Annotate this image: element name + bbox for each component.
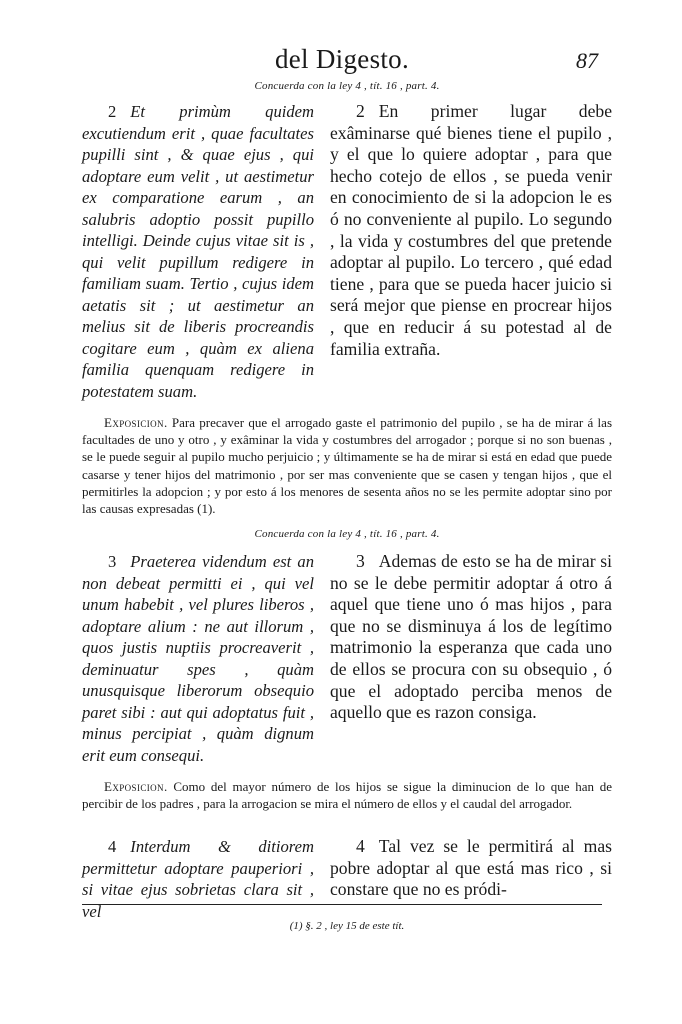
section-number: 4 — [356, 836, 365, 856]
exposicion-label: Exposicion. — [104, 415, 168, 430]
spanish-text — [330, 551, 612, 724]
latin-paragraph: Praeterea videndum est an non debeat permitti ei , qui vel unum habebit , vel plures liberos , adoptare alium : ne aut illorum , quos justis nuptiis procreaverit , deminuatur spes , quàm unusquisque liberorum obsequio paret sibi : aut qui adoptatus fuit , minus percipiat , quàm dignum erit eum consequi. — [82, 552, 314, 765]
exposicion-label: Exposicion. — [104, 779, 168, 794]
section-number: 4 — [108, 837, 117, 856]
footnote-divider — [82, 904, 602, 905]
running-title: del Digesto. — [274, 44, 410, 74]
footnote: (1) §. 2 , ley 15 de este tít. — [289, 920, 405, 932]
exposicion-text: Como del mayor número de los hijos se sigue la diminucion de lo que han de percibir de los padres , para la arrogacion se mira el número de ellos y el caudal del arrogador. — [82, 779, 613, 812]
latin-text — [82, 101, 314, 402]
latin-paragraph: Interdum & ditiorem permittetur adoptare pauperiori , si vitae ejus sobrietas clara sit , vel — [82, 837, 314, 921]
exposicion-text: Para precaver que el arrogado gaste el patrimonio del pupilo , se ha de mirar á las facultades de uno y otro , y exâminar la vida y costumbres del arrogador ; porque si no son buenas , se le puede seguir al pupilo mucho perjuicio ; y últimamente se ha de mirar si está en edad que puede casarse y tener hijos del matrimonio , por ser mas conveniente que se casen y tengan hijos , que el permitirles la adopcion ; y por esto á los menores de sesenta años no se les permite adoptar sino por las causas expresadas (1). — [82, 415, 612, 517]
section-4 — [82, 836, 612, 921]
concordance-note: Concuerda con la ley 4 , tít. 16 , part. 4. — [254, 528, 440, 540]
latin-paragraph: Et primùm quidem excutiendum erit , quae facultates pupilli sint , & quae ejus , qui adoptare eum velit , ut aestimetur ex comparatione earum , an salubris adoptio possit pupillo intelligi. Deinde cujus vitae sit is , qui velit pupillum redigere in familiam suam. Tertio , cujus idem aetatis sit ; ut aestimetur an melius sit de liberis procreandis cogitare eum , quàm ex aliena familia quenquam redigere in potestatem suam. — [82, 102, 314, 401]
section-number: 3 — [356, 551, 365, 571]
exposicion-1 — [82, 414, 612, 517]
exposicion-2 — [82, 778, 612, 812]
section-3 — [82, 551, 612, 771]
latin-text — [82, 551, 314, 766]
latin-text — [82, 836, 314, 922]
spanish-text — [330, 836, 612, 901]
section-2 — [82, 101, 612, 406]
page-number: 87 — [576, 48, 598, 73]
page-header — [82, 44, 602, 84]
concordance-note: Concuerda con la ley 4 , tít. 16 , part. 4. — [254, 80, 440, 92]
section-number: 3 — [108, 552, 117, 571]
spanish-text — [330, 101, 612, 360]
section-number: 2 — [356, 101, 365, 121]
spanish-paragraph: Tal vez se le permitirá al mas pobre adoptar al que está mas rico , si constare que no es pródi- — [330, 836, 612, 900]
spanish-paragraph: Ademas de esto se ha de mirar si no se le debe permitir adoptar á otro á aquel que tiene uno ó mas hijos , para que no se disminuya á los de legítimo matrimonio la esperanza que cada uno de ellos se procura con su obsequio , ó que el adoptado perciba menos de aquello que es razon consiga. — [330, 551, 612, 723]
spanish-paragraph: En primer lugar debe exâminarse qué bienes tiene el pupilo , y el que lo quiere adoptar , para que hecho cotejo de ellos , se pueda venir en conocimiento de si la adopcion le es ó no conveniente al pupilo. Lo segundo , la vida y costumbres del que pretende adoptar al pupilo. Lo tercero , qué edad tiene , para que se pueda hacer juicio si será mejor que piense en procrear hijos , que en reducir á su potestad al de familia extraña. — [330, 101, 612, 359]
section-number: 2 — [108, 102, 117, 121]
